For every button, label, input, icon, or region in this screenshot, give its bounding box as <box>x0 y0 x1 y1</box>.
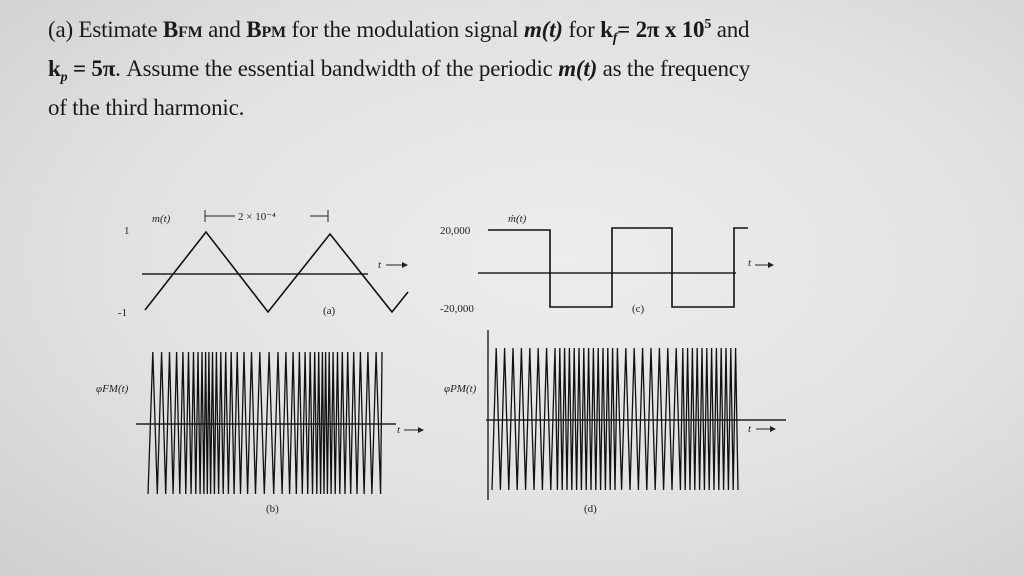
panel-c-ytop: 20,000 <box>440 225 471 237</box>
b-pm-symbol: BPM <box>246 17 286 42</box>
kp-value: = 5π <box>72 56 116 81</box>
m-t-symbol-2: m(t) <box>558 56 598 81</box>
kf-symbol: $k_f$ <box>600 17 618 46</box>
panel-a-caption: (a) <box>323 305 336 317</box>
b-fm-symbol: BFM <box>162 17 203 42</box>
panel-c-caption: (c) <box>632 303 645 315</box>
text-fragment-2: . Assume the essential bandwidth of the periodic <box>115 56 553 81</box>
panel-d-ylabel: φPM(t) <box>444 383 477 395</box>
panel-b-t-label: t <box>397 424 401 436</box>
panel-a-arrowhead <box>402 262 408 268</box>
panel-a-ybottom: -1 <box>118 307 128 319</box>
panel-c-t-label: t <box>748 257 752 269</box>
panel-d-t-label: t <box>748 423 752 435</box>
m-t-symbol: m(t) <box>523 17 563 42</box>
panel-b-ylabel: φFM(t) <box>96 383 129 395</box>
pm-waveform <box>492 348 738 490</box>
panel-d-caption: (d) <box>584 503 597 515</box>
text-fragment-3: as the frequency <box>602 56 751 81</box>
for-word: for <box>568 17 595 42</box>
panel-b-caption: (b) <box>266 503 279 515</box>
panel-a-t-label: t <box>378 259 382 271</box>
panel-b <box>96 352 424 515</box>
panel-c <box>440 213 774 315</box>
fm-waveform <box>148 352 382 494</box>
kp-symbol: $k_p$ <box>48 56 68 85</box>
text-fragment: for the modulation signal <box>291 17 519 42</box>
panel-d-arrowhead <box>770 426 776 432</box>
problem-line-3: of the third harmonic. <box>48 95 245 120</box>
panel-d <box>444 330 786 515</box>
panel-c-ybottom: -20,000 <box>440 303 474 315</box>
panel-a-ylabel: m(t) <box>152 213 171 225</box>
period-label: 2 × 10⁻⁴ <box>238 211 276 223</box>
panel-b-arrowhead <box>418 427 424 433</box>
triangle-wave <box>145 232 408 312</box>
kf-value: = 2π x $10^5$ <box>617 17 712 42</box>
and-word-2: and <box>716 17 750 42</box>
part-label: (a) Estimate <box>48 17 158 42</box>
panel-c-ylabel: ṁ(t) <box>508 213 527 225</box>
panel-c-arrowhead <box>768 262 774 268</box>
panel-a <box>118 210 408 319</box>
panel-a-ytop: 1 <box>124 225 130 237</box>
square-wave <box>488 228 748 307</box>
and-word: and <box>208 17 241 42</box>
